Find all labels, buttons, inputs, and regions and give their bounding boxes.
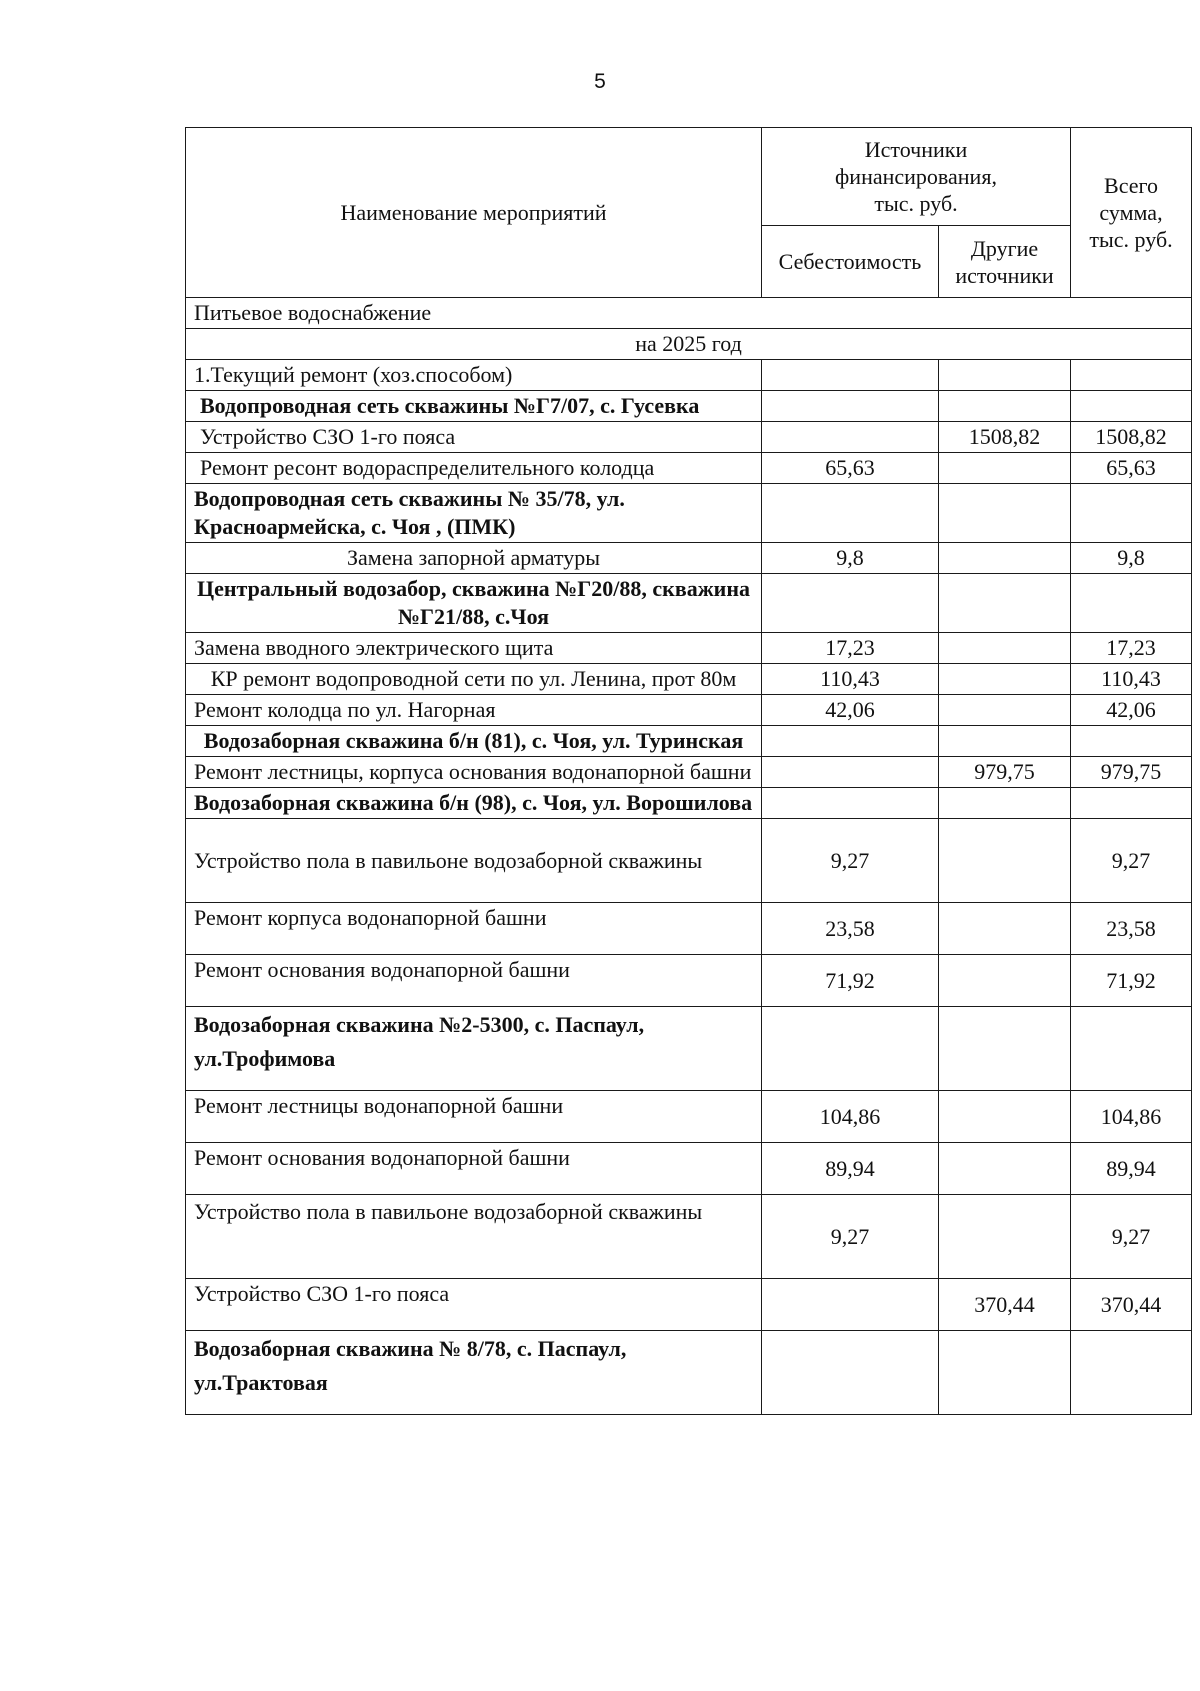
table-row <box>186 1007 1192 1091</box>
total-cell: 104,86 <box>1071 1091 1192 1143</box>
table-row <box>186 633 1192 664</box>
total-cell <box>1071 574 1192 633</box>
total-cell: 17,23 <box>1071 633 1192 664</box>
section-title: Питьевое водоснабжение <box>186 298 1192 329</box>
cost-cell <box>762 1331 939 1415</box>
work-name: Замена запорной арматуры <box>186 543 762 574</box>
cost-cell <box>762 1007 939 1091</box>
cost-cell: 17,23 <box>762 633 939 664</box>
cost-cell: 42,06 <box>762 695 939 726</box>
table-row <box>186 955 1192 1007</box>
object-heading: Водопроводная сеть скважины № 35/78, ул. Красноармейска, с. Чоя , (ПМК) <box>186 484 762 543</box>
other-cell <box>939 484 1071 543</box>
total-cell: 9,27 <box>1071 819 1192 903</box>
work-name: Ремонт лестницы, корпуса основания водонапорной башни <box>186 757 762 788</box>
total-cell: 370,44 <box>1071 1279 1192 1331</box>
table-row <box>186 819 1192 903</box>
cost-cell <box>762 726 939 757</box>
work-name: Устройство СЗО 1-го пояса <box>186 422 762 453</box>
other-cell <box>939 955 1071 1007</box>
object-heading: Водозаборная скважина № 8/78, с. Паспаул, ул.Трактовая <box>186 1331 762 1415</box>
cost-cell <box>762 757 939 788</box>
work-name: Устройство пола в павильоне водозаборной скважины <box>186 1195 762 1279</box>
work-name: Ремонт ресонт водораспределительного колодца <box>186 453 762 484</box>
cost-cell: 23,58 <box>762 903 939 955</box>
total-cell: 1508,82 <box>1071 422 1192 453</box>
other-cell <box>939 664 1071 695</box>
table-row <box>186 664 1192 695</box>
work-name: КР ремонт водопроводной сети по ул. Ленина, прот 80м <box>186 664 762 695</box>
year-title: на 2025 год <box>186 329 1192 360</box>
cost-cell: 71,92 <box>762 955 939 1007</box>
page-number: 5 <box>594 70 606 93</box>
total-cell <box>1071 484 1192 543</box>
cost-cell <box>762 574 939 633</box>
other-cell: 979,75 <box>939 757 1071 788</box>
total-cell: 9,27 <box>1071 1195 1192 1279</box>
table-row <box>186 695 1192 726</box>
total-cell: 71,92 <box>1071 955 1192 1007</box>
total-cell: 23,58 <box>1071 903 1192 955</box>
other-cell <box>939 543 1071 574</box>
work-name: Ремонт основания водонапорной башни <box>186 955 762 1007</box>
table-row <box>186 903 1192 955</box>
other-cell <box>939 695 1071 726</box>
table-row <box>186 453 1192 484</box>
object-heading: Центральный водозабор, скважина №Г20/88, скважина №Г21/88, с.Чоя <box>186 574 762 633</box>
other-cell <box>939 453 1071 484</box>
total-cell <box>1071 726 1192 757</box>
table-row <box>186 422 1192 453</box>
work-name: Устройство СЗО 1-го пояса <box>186 1279 762 1331</box>
table-row <box>186 1091 1192 1143</box>
other-cell: 370,44 <box>939 1279 1071 1331</box>
other-cell <box>939 633 1071 664</box>
other-cell <box>939 1195 1071 1279</box>
header-total: Всего сумма, тыс. руб. <box>1071 128 1192 298</box>
financing-table <box>185 127 1192 1415</box>
table-row <box>186 1143 1192 1195</box>
object-heading: Водозаборная скважина №2-5300, с. Паспаул, ул.Трофимова <box>186 1007 762 1091</box>
table-row <box>186 484 1192 543</box>
work-name: Ремонт колодца по ул. Нагорная <box>186 695 762 726</box>
table-row <box>186 788 1192 819</box>
table-row <box>186 1331 1192 1415</box>
cost-cell: 104,86 <box>762 1091 939 1143</box>
header-name: Наименование мероприятий <box>186 128 762 298</box>
work-name: Ремонт основания водонапорной башни <box>186 1143 762 1195</box>
cost-cell <box>762 391 939 422</box>
total-cell <box>1071 788 1192 819</box>
work-name: Ремонт корпуса водонапорной башни <box>186 903 762 955</box>
total-cell <box>1071 1007 1192 1091</box>
work-name: Ремонт лестницы водонапорной башни <box>186 1091 762 1143</box>
total-cell <box>1071 391 1192 422</box>
total-cell: 9,8 <box>1071 543 1192 574</box>
other-cell <box>939 1143 1071 1195</box>
cost-cell: 65,63 <box>762 453 939 484</box>
work-name: Устройство пола в павильоне водозаборной скважины <box>186 819 762 903</box>
cost-cell: 9,8 <box>762 543 939 574</box>
other-cell <box>939 788 1071 819</box>
other-cell <box>939 391 1071 422</box>
header-other: Другие источники <box>939 226 1071 298</box>
total-cell: 42,06 <box>1071 695 1192 726</box>
cost-cell <box>762 422 939 453</box>
table-row <box>186 574 1192 633</box>
cost-cell: 9,27 <box>762 1195 939 1279</box>
other-cell <box>939 819 1071 903</box>
other-cell <box>939 726 1071 757</box>
empty-cell <box>1071 360 1192 391</box>
other-cell: 1508,82 <box>939 422 1071 453</box>
other-cell <box>939 1007 1071 1091</box>
other-cell <box>939 1331 1071 1415</box>
other-cell <box>939 903 1071 955</box>
cost-cell <box>762 1279 939 1331</box>
table-row <box>186 726 1192 757</box>
header-cost: Себестоимость <box>762 226 939 298</box>
total-cell <box>1071 1331 1192 1415</box>
work-name: Замена вводного электрического щита <box>186 633 762 664</box>
empty-cell <box>939 360 1071 391</box>
total-cell: 89,94 <box>1071 1143 1192 1195</box>
cost-cell: 9,27 <box>762 819 939 903</box>
empty-cell <box>762 360 939 391</box>
object-heading: Водопроводная сеть скважины №Г7/07, с. Гусевка <box>186 391 762 422</box>
cost-cell: 110,43 <box>762 664 939 695</box>
category-title: 1.Текущий ремонт (хоз.способом) <box>186 360 762 391</box>
other-cell <box>939 574 1071 633</box>
total-cell: 979,75 <box>1071 757 1192 788</box>
object-heading: Водозаборная скважина б/н (98), с. Чоя, ул. Ворошилова <box>186 788 762 819</box>
total-cell: 110,43 <box>1071 664 1192 695</box>
table-row <box>186 1195 1192 1279</box>
cost-cell: 89,94 <box>762 1143 939 1195</box>
table-row <box>186 757 1192 788</box>
header-sources: Источники финансирования, тыс. руб. <box>762 128 1071 226</box>
table-row <box>186 543 1192 574</box>
total-cell: 65,63 <box>1071 453 1192 484</box>
cost-cell <box>762 484 939 543</box>
other-cell <box>939 1091 1071 1143</box>
table-row <box>186 1279 1192 1331</box>
object-heading: Водозаборная скважина б/н (81), с. Чоя, ул. Туринская <box>186 726 762 757</box>
table-row <box>186 391 1192 422</box>
cost-cell <box>762 788 939 819</box>
